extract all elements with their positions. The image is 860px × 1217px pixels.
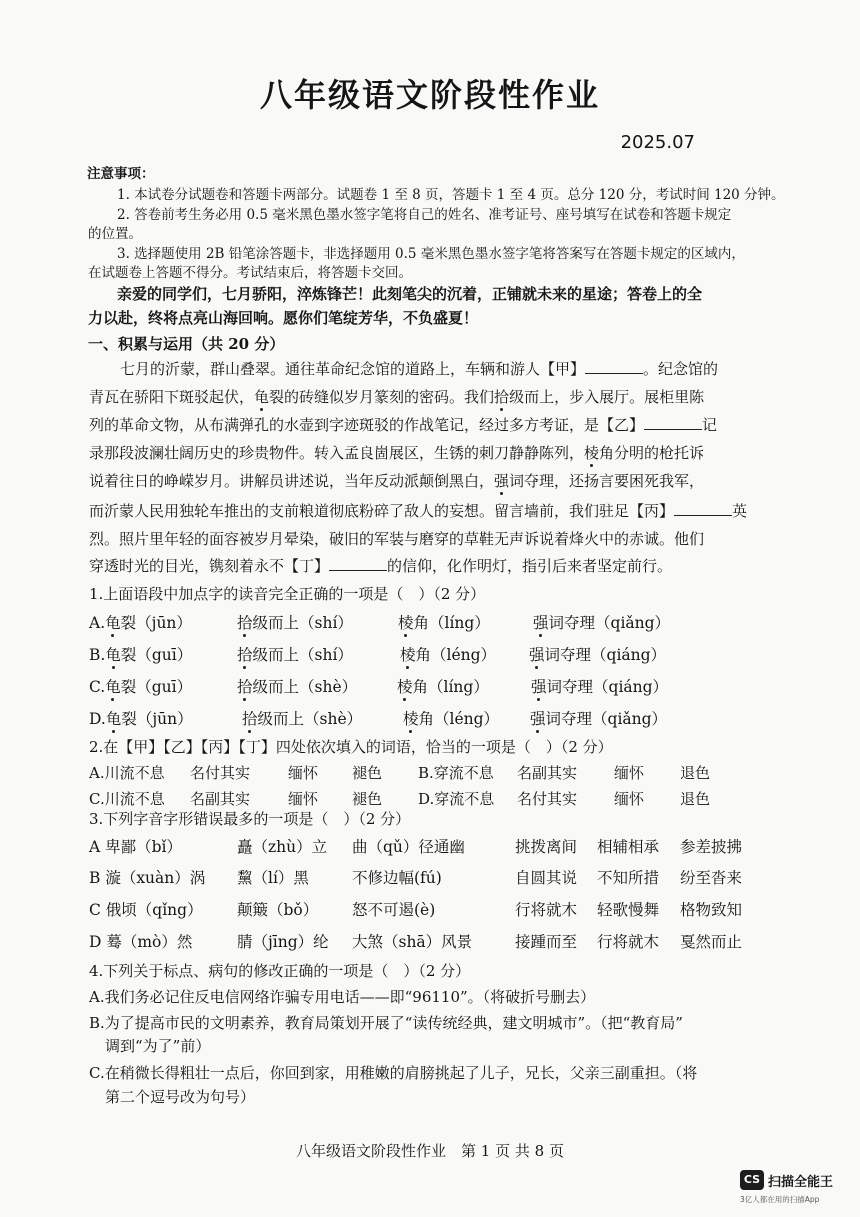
camscanner-logo-icon: CS — [740, 1170, 764, 1190]
blank-bing — [674, 501, 732, 516]
blank-jia — [585, 359, 643, 374]
brand-tagline: 3亿人都在用的扫描App — [740, 1195, 820, 1204]
q4-option-c-cont: 第二个逗号改为句号） — [105, 1088, 256, 1106]
q4-stem: 4.下列关于标点、病句的修改正确的一项是（ ）（2 分） — [89, 962, 471, 980]
q4-option-b-cont: 调到“为了”前） — [105, 1037, 211, 1055]
q1-option-d: D.龟裂（jūn） — [89, 710, 193, 728]
exam-date: 2025.07 — [620, 132, 695, 153]
q4-option-b: B.为了提高市民的文明素养，教育局策划开展了“读传统经典，建文明城市”。（把“教育局” — [89, 1014, 683, 1032]
passage-line-7: 烈。照片里年轻的面容被岁月晕染，破旧的军装与磨穿的草鞋无声诉说着烽火中的赤诚。他们 — [89, 530, 705, 548]
blank-ding — [329, 556, 387, 571]
q3-row-d: D 蓦（mò）然 — [89, 933, 193, 951]
notice-heading: 注意事项： — [87, 166, 155, 182]
q3-row-b: B 漩（xuàn）涡 — [89, 869, 206, 887]
notice-item-3-cont: 在试题卷上答题不得分。考试结束后，将答题卡交回。 — [88, 265, 412, 281]
brand-name: 扫描全能王 — [768, 1175, 834, 1190]
q1-stem: 1.上面语段中加点字的读音完全正确的一项是（ ）（2 分） — [89, 585, 486, 603]
q3-row-a: A 卑鄙（bǐ） — [89, 838, 183, 856]
notice-item-3: 3. 选择题使用 2B 铅笔涂答题卡，非选择题用 0.5 毫米黑色墨水签字笔将答案写在答题卡规定的区域内， — [117, 246, 745, 262]
section-heading: 一、积累与运用（共 20 分） — [88, 335, 285, 353]
passage-line-5: 说着往日的峥嵘岁月。讲解员讲述说，当年反动派颠倒黑白，强词夺理，还扬言要困死我军， — [89, 472, 705, 490]
q2-row-1: A.川流不息 — [89, 764, 165, 782]
q1-option-a: A.龟裂（jūn） — [89, 614, 192, 632]
q3-row-c: C 俄顷（qǐng） — [89, 901, 203, 919]
q4-option-c: C.在稍微长得粗壮一点后，你回到家，用稚嫩的肩膀挑起了儿子，兄长，父亲三副重担。（将 — [89, 1064, 698, 1082]
q2-row-2: C.川流不息 — [89, 790, 165, 808]
passage-line-6: 而沂蒙人民用独轮车推出的支前粮道彻底粉碎了敌人的妄想。留言墙前，我们驻足【丙】 英 — [89, 502, 748, 520]
greeting-line-2: 力以赴，终将点亮山海回响。愿你们笔绽芳华，不负盛夏！ — [88, 309, 479, 327]
q2-stem: 2.在【甲】【乙】【丙】【丁】四处依次填入的词语，恰当的一项是（ ）（2 分） — [89, 738, 613, 756]
q3-stem: 3.下列字音字形错误最多的一项是（ ）（2 分） — [89, 810, 411, 828]
passage-line-2: 青瓦在骄阳下斑驳起伏，龟裂的砖缝似岁月篆刻的密码。我们拾级而上，步入展厅。展柜里陈 — [89, 388, 705, 406]
notice-item-2-cont: 的位置。 — [88, 226, 142, 242]
q1-option-b: B.龟裂（guī） — [89, 646, 193, 664]
notice-item-2: 2. 答卷前考生务必用 0.5 毫米黑色墨水签字笔将自己的姓名、准考证号、座号填写在试卷和答题卡规定 — [117, 207, 732, 223]
passage-line-4: 录那段波澜壮阔历史的珍贵物件。转入孟良崮展区，生锈的刺刀静静陈列，棱角分明的枪托诉 — [89, 444, 705, 462]
greeting-line-1: 亲爱的同学们，七月骄阳，淬炼锋芒！此刻笔尖的沉着，正铺就未来的星途；答卷上的全 — [117, 285, 703, 303]
page-title: 八年级语文阶段性作业 — [259, 76, 600, 114]
q4-option-a: A.我们务必记住反电信网络诈骗专用电话——即“96110”。（将破折号删去） — [89, 988, 596, 1006]
blank-yi — [644, 415, 702, 430]
passage-line-3: 列的革命文物，从布满弹孔的水壶到字迹斑驳的作战笔记，经过多方考证，是【乙】 记 — [89, 416, 718, 434]
notice-item-1: 1. 本试卷分试题卷和答题卡两部分。试题卷 1 至 8 页，答题卡 1 至 4 页。总分 120 分，考试时间 120 分钟。 — [117, 187, 785, 203]
page-footer: 八年级语文阶段性作业 第 1 页 共 8 页 — [296, 1142, 564, 1160]
passage-line-1: 七月的沂蒙，群山叠翠。通往革命纪念馆的道路上，车辆和游人【甲】 。纪念馆的 — [120, 360, 719, 378]
passage-line-8: 穿透时光的目光，镌刻着永不【丁】 的信仰，化作明灯，指引后来者坚定前行。 — [89, 557, 673, 575]
q1-option-c: C.龟裂（guī） — [89, 678, 193, 696]
